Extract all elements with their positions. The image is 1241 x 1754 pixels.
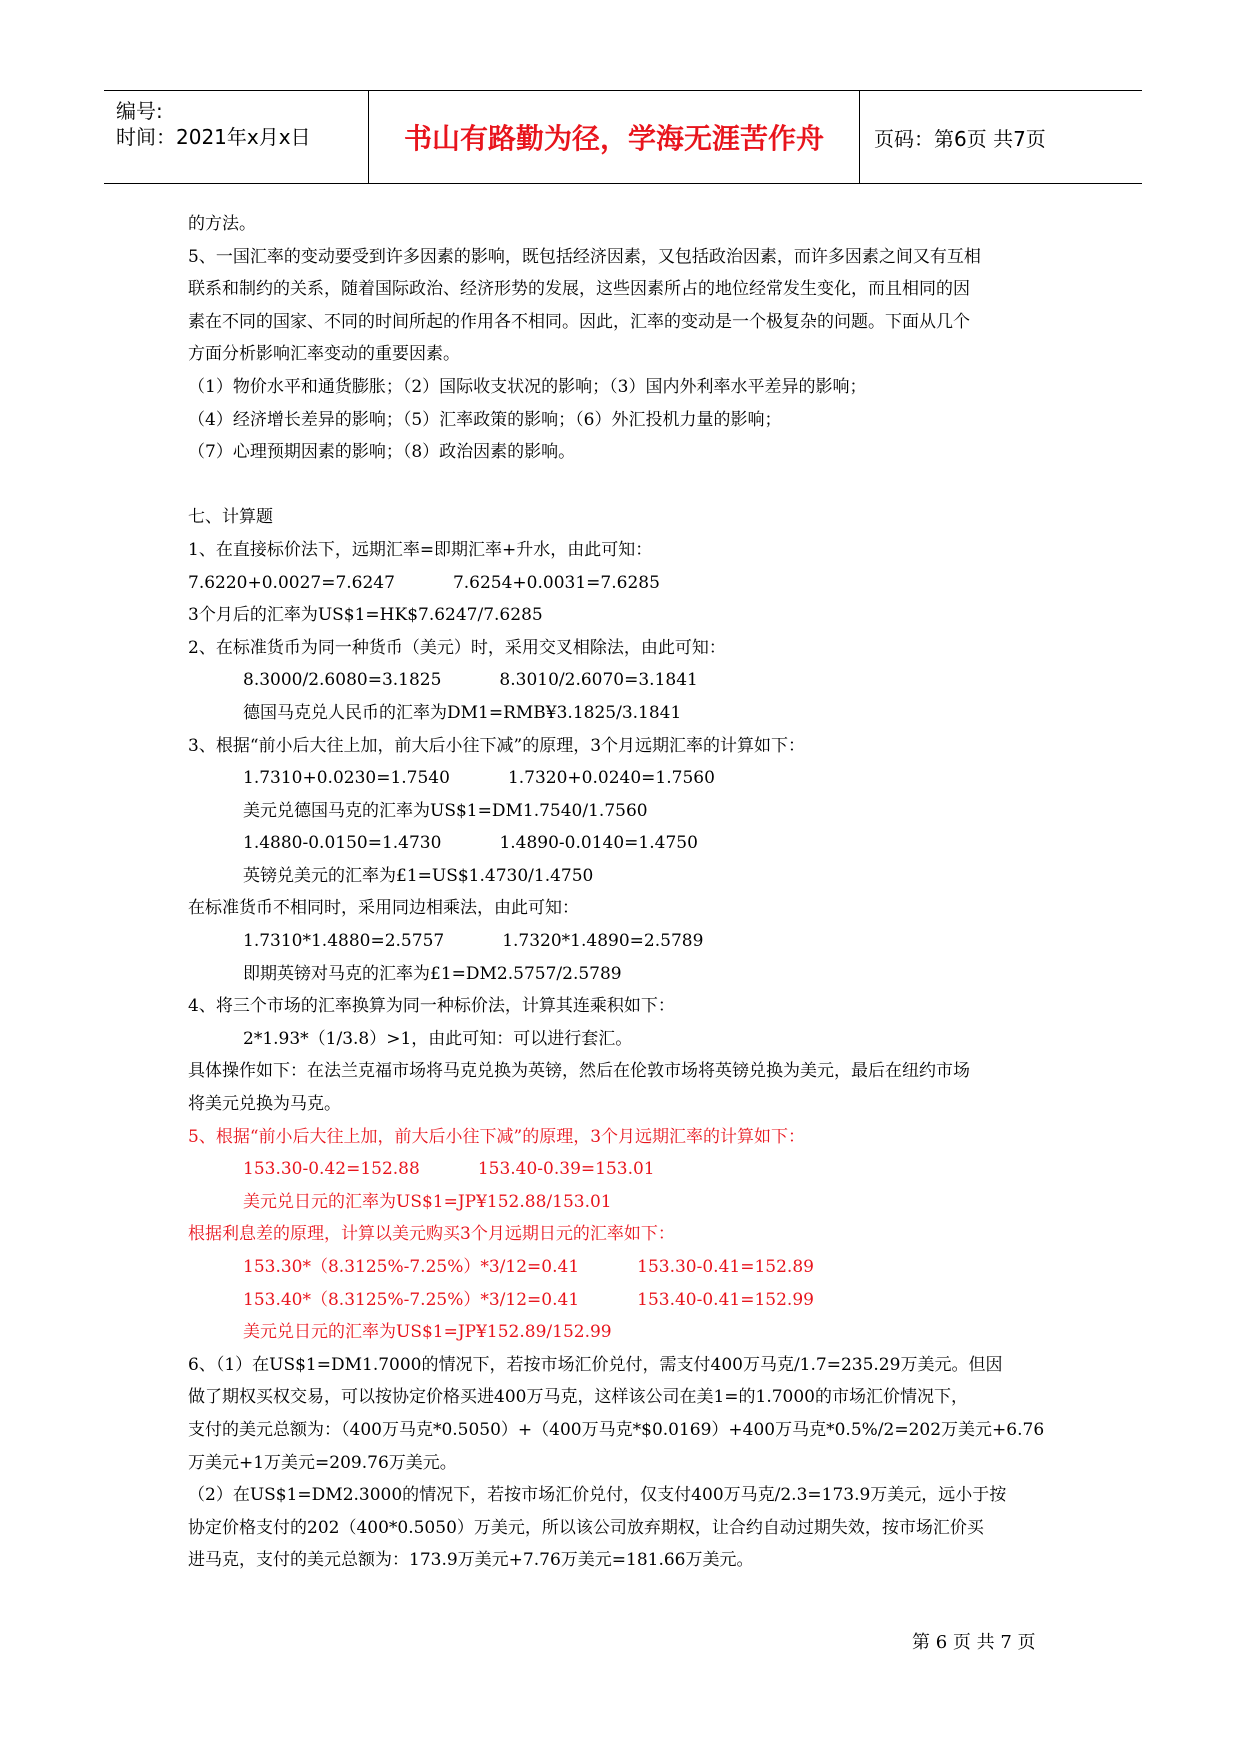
text-line: （7）心理预期因素的影响；（8）政治因素的影响。 [188, 442, 576, 463]
header-right-cell [860, 91, 1142, 183]
formula: 8.3000/2.6080=3.1825 [243, 670, 442, 691]
text-line: 2、在标准货币为同一种货币（美元）时，采用交叉相除法，由此可知： [188, 637, 726, 658]
blank-line [188, 469, 1070, 502]
text-line: （2）在US$1=DM2.3000的情况下，若按市场汇价兑付，仅支付400万马克/2.3=173.9万美元，远小于按 [188, 1485, 1007, 1506]
text-line: 方面分析影响汇率变动的重要因素。 [188, 344, 460, 365]
text-line: 美元兑德国马克的汇率为US$1=DM1.7540/1.7560 [243, 800, 648, 821]
formula: 1.7320*1.4890=2.5789 [502, 931, 704, 952]
text-line: 2*1.93*（1/3.8）>1，由此可知：可以进行套汇。 [243, 1028, 633, 1049]
text-line: 3、根据“前小后大往上加，前大后小往下减”的原理，3个月远期汇率的计算如下： [188, 735, 806, 756]
formula: 1.7310+0.0230=1.7540 [243, 768, 450, 789]
formula-line [188, 925, 1070, 958]
header-center-cell [369, 91, 860, 183]
text-line: 5、一国汇率的变动要受到许多因素的影响，既包括经济因素，又包括政治因素，而许多因素之间又有互相 [188, 246, 981, 267]
text-line-red: 5、根据“前小后大往上加，前大后小往下减”的原理，3个月远期汇率的计算如下： [188, 1126, 806, 1147]
text-line: 的方法。 [188, 214, 256, 234]
header-page-label: 页码：第6页 共7页 [874, 127, 1046, 151]
text-line: 将美元兑换为马克。 [188, 1094, 341, 1115]
formula-line-red [188, 1251, 1070, 1284]
header-motto: 书山有路勤为径，学海无涯苦作舟 [403, 122, 824, 155]
text-line: 万美元+1万美元=209.76万美元。 [188, 1452, 457, 1473]
formula-line [188, 567, 1070, 600]
text-line: 4、将三个市场的汇率换算为同一种标价法，计算其连乘积如下： [188, 996, 675, 1017]
formula-line-red [188, 1284, 1070, 1317]
formula: 1.4880-0.0150=1.4730 [243, 833, 442, 854]
text-line: 3个月后的汇率为US$1=HK$7.6247/7.6285 [188, 605, 543, 626]
formula: 7.6254+0.0031=7.6285 [452, 572, 660, 593]
text-line-red: 美元兑日元的汇率为US$1=JP¥152.88/153.01 [243, 1191, 612, 1212]
text-line: 具体操作如下：在法兰克福市场将马克兑换为英镑，然后在伦敦市场将英镑兑换为美元，最后在纽约市场 [188, 1061, 970, 1082]
text-line-red: 根据利息差的原理，计算以美元购买3个月远期日元的汇率如下： [188, 1224, 675, 1245]
text-line-red: 美元兑日元的汇率为US$1=JP¥152.89/152.99 [243, 1322, 612, 1343]
text-line: 素在不同的国家、不同的时间所起的作用各不相同。因此，汇率的变动是一个极复杂的问题。下面从几个 [188, 311, 970, 332]
formula: 7.6220+0.0027=7.6247 [188, 572, 395, 593]
header-left-cell [104, 91, 369, 183]
formula: 1.7310*1.4880=2.5757 [243, 931, 445, 952]
text-line: 协定价格支付的202（400*0.5050）万美元，所以该公司放弃期权，让合约自动过期失效，按市场汇价买 [188, 1517, 984, 1538]
section-heading: 七、计算题 [188, 507, 273, 528]
formula: 153.40*（8.3125%-7.25%）*3/12=0.41 [243, 1289, 580, 1310]
document-number-label: 编号: [116, 99, 163, 123]
text-line: 进马克，支付的美元总额为：173.9万美元+7.76万美元=181.66万美元。 [188, 1550, 754, 1571]
page-footer: 第 6 页 共 7 页 [912, 1632, 1036, 1653]
formula: 1.7320+0.0240=1.7560 [507, 768, 715, 789]
text-line: 1、在直接标价法下，远期汇率=即期汇率+升水，由此可知： [188, 539, 653, 560]
formula: 1.4890-0.0140=1.4750 [499, 833, 698, 854]
formula-line [188, 762, 1070, 795]
text-line: （4）经济增长差异的影响；（5）汇率政策的影响；（6）外汇投机力量的影响； [188, 409, 782, 430]
text-line: 德国马克兑人民币的汇率为DM1=RMB¥3.1825/3.1841 [243, 702, 682, 723]
formula: 8.3010/2.6070=3.1841 [499, 670, 698, 691]
formula-line [188, 827, 1070, 860]
document-body [188, 208, 1070, 1577]
formula: 153.30-0.41=152.89 [637, 1257, 814, 1277]
text-line: 英镑兑美元的汇率为£1=US$1.4730/1.4750 [243, 865, 594, 886]
formula: 153.40-0.39=153.01 [477, 1159, 655, 1180]
formula: 153.30*（8.3125%-7.25%）*3/12=0.41 [243, 1257, 580, 1277]
text-line: 支付的美元总额为：（400万马克*0.5050）+（400万马克*$0.0169）+400万马克*0.5%/2=202万美元+6.76 [188, 1419, 1045, 1440]
text-line: 即期英镑对马克的汇率为£1=DM2.5757/2.5789 [243, 963, 622, 984]
text-line: 在标准货币不相同时，采用同边相乘法，由此可知： [188, 898, 579, 919]
document-time-label: 时间：2021年x月x日 [116, 125, 311, 149]
formula-line-red [188, 1153, 1070, 1186]
text-line: 联系和制约的关系，随着国际政治、经济形势的发展，这些因素所占的地位经常发生变化，而且相同的因 [188, 279, 970, 300]
formula: 153.30-0.42=152.88 [243, 1159, 420, 1180]
header-table [104, 90, 1142, 184]
text-line: 6、（1）在US$1=DM1.7000的情况下，若按市场汇价兑付，需支付400万马克/1.7=235.29万美元。但因 [188, 1354, 1003, 1375]
text-line: （1）物价水平和通货膨胀；（2）国际收支状况的影响；（3）国内外利率水平差异的影响； [188, 376, 867, 397]
formula-line [188, 664, 1070, 697]
formula: 153.40-0.41=152.99 [637, 1289, 814, 1310]
text-line: 做了期权买权交易，可以按协定价格买进400万马克，这样该公司在美1=的1.7000的市场汇价情况下， [188, 1387, 968, 1408]
